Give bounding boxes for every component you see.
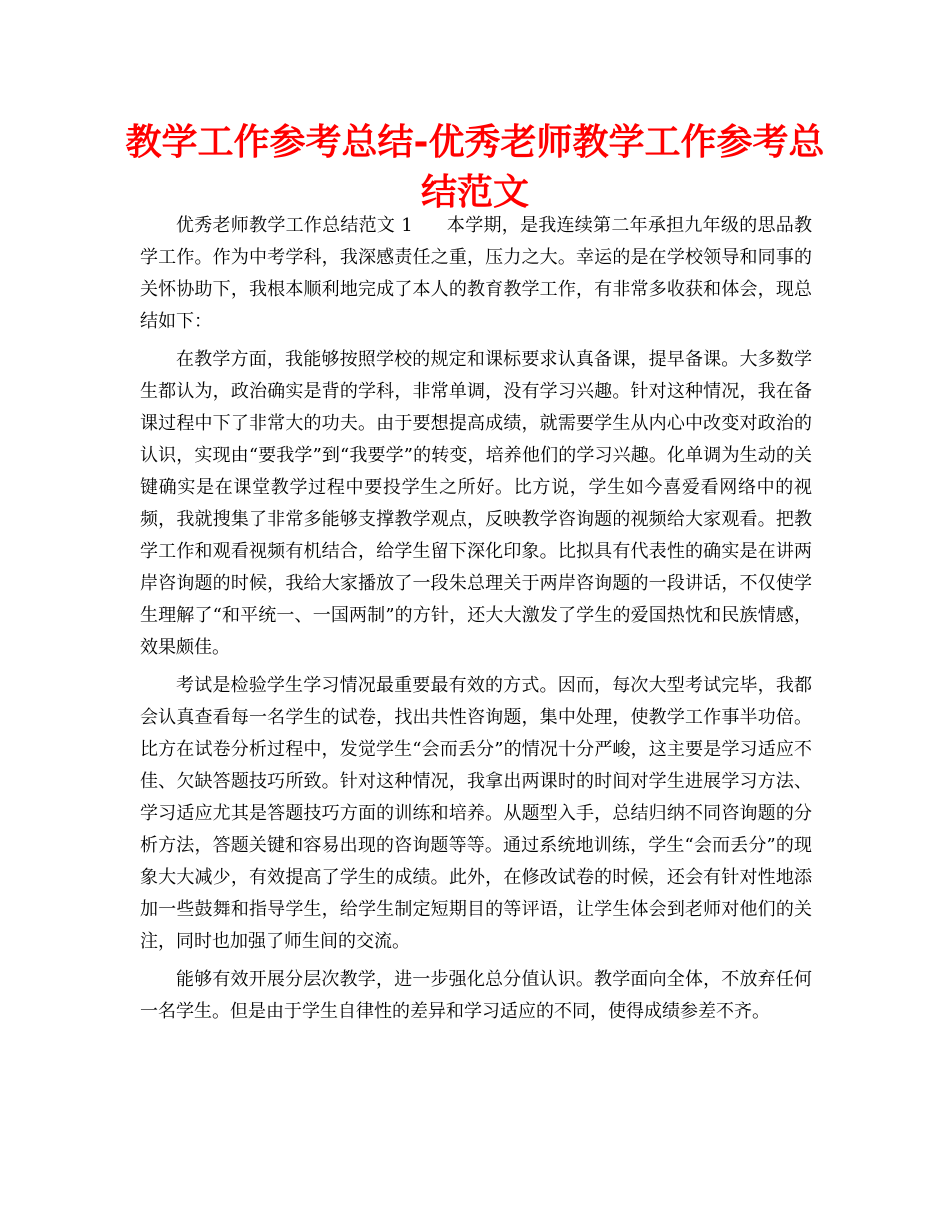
paragraph-1 <box>140 210 812 338</box>
paragraph-3: 考试是检验学生学习情况最重要最有效的方式。因而，每次大型考试完毕，我都会认真查看每一名学生的试卷，找出共性咨询题，集中处理，使教学工作事半功倍。比方在试卷分析过程中，发觉学生“会而丢分”的情况十分严峻，这主要是学习适应不佳、欠缺答题技巧所致。针对这种情况，我拿出两课时的时间对学生进展学习方法、学习适应尤其是答题技巧方面的训练和培养。从题型入手，总结归纳不同咨询题的分析方法，答题关键和容易出现的咨询题等等。通过系统地训练，学生“会而丢分”的现象大大减少，有效提高了学生的成绩。此外，在修改试卷的时候，还会有针对性地添加一些鼓舞和指导学生，给学生制定短期目的等评语，让学生体会到老师对他们的关注，同时也加强了师生间的交流。 <box>140 675 812 952</box>
paragraph-4: 能够有效开展分层次教学，进一步强化总分值认识。教学面向全体，不放弃任何一名学生。但是由于学生自律性的差异和学习适应的不同，使得成绩参差不齐。 <box>140 969 812 1022</box>
paragraph-1-text: 本学期，是我连续第二年承担九年级的思品教学工作。作为中考学科，我深感责任之重，压力之大。幸运的是在学校领导和同事的关怀协助下，我根本顺利地完成了本人的教育教学工作，有非常多收获和体会，现总结如下： <box>140 215 812 332</box>
intro-label: 优秀老师教学工作总结范文 1 <box>176 215 413 236</box>
document-body <box>140 210 812 1034</box>
paragraph-2: 在教学方面，我能够按照学校的规定和课标要求认真备课，提早备课。大多数学生都认为，政治确实是背的学科，非常单调，没有学习兴趣。针对这种情况，我在备课过程中下了非常大的功夫。由于要想提高成绩，就需要学生从内心中改变对政治的认识，实现由“要我学”到“我要学”的转变，培养他们的学习兴趣。化单调为生动的关键确实是在课堂教学过程中要投学生之所好。比方说，学生如今喜爱看网络中的视频，我就搜集了非常多能够支撑教学观点，反映教学咨询题的视频给大家观看。把教学工作和观看视频有机结合，给学生留下深化印象。比拟具有代表性的确实是在讲两岸咨询题的时候，我给大家播放了一段朱总理关于两岸咨询题的一段讲话，不仅使学生理解了“和平统一、一国两制”的方针，还大大激发了学生的爱国热忱和民族情感，效果颇佳。 <box>140 349 812 658</box>
document-title: 教学工作参考总结-优秀老师教学工作参考总结范文 <box>125 122 825 213</box>
